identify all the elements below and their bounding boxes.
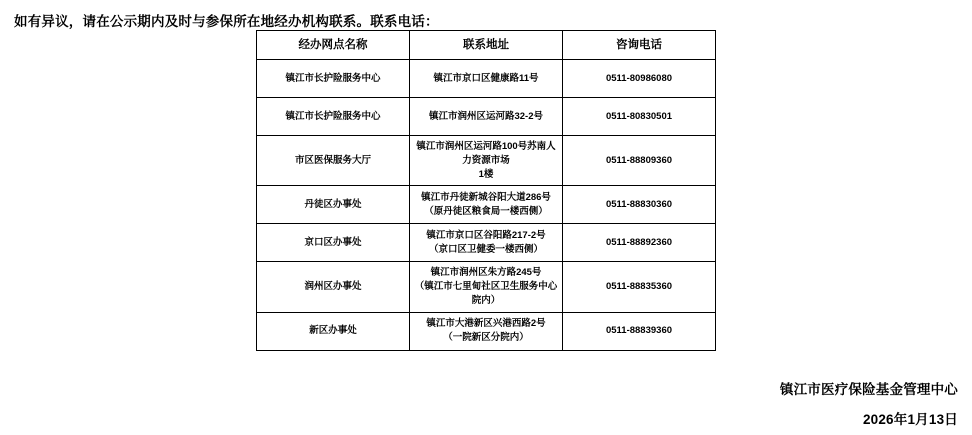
cell-phone: 0511-80830501	[563, 98, 716, 136]
table-body	[257, 60, 716, 351]
cell-branch-name: 镇江市长护险服务中心	[257, 60, 410, 98]
cell-branch-name: 润州区办事处	[257, 262, 410, 312]
table-row	[257, 98, 716, 136]
cell-phone: 0511-88839360	[563, 312, 716, 350]
table-row	[257, 312, 716, 350]
issue-date: 2026年1月13日	[862, 412, 958, 427]
address-lines	[412, 191, 560, 219]
contacts-table	[256, 30, 716, 351]
table-row	[257, 60, 716, 98]
address-lines	[412, 140, 560, 181]
cell-branch-name: 京口区办事处	[257, 224, 410, 262]
address-lines	[412, 317, 560, 345]
cell-phone: 0511-88835360	[563, 262, 716, 312]
cell-phone: 0511-88809360	[563, 136, 716, 186]
cell-address	[410, 60, 563, 98]
column-header-address: 联系地址	[410, 31, 563, 60]
address-line-1: 镇江市润州区运河路32-2号	[428, 110, 543, 122]
address-lines	[412, 266, 560, 307]
address-lines	[412, 72, 560, 86]
table-header	[257, 31, 716, 60]
cell-address	[410, 98, 563, 136]
cell-address	[410, 186, 563, 224]
cell-branch-name: 镇江市长护险服务中心	[257, 98, 410, 136]
cell-branch-name: 新区办事处	[257, 312, 410, 350]
table-row	[257, 224, 716, 262]
address-lines	[412, 229, 560, 257]
notice-paragraph: 如有异议，请在公示期内及时与参保所在地经办机构联系。联系电话：	[14, 14, 439, 29]
cell-phone: 0511-88892360	[563, 224, 716, 262]
cell-branch-name: 丹徒区办事处	[257, 186, 410, 224]
address-line-1: 镇江市京口区谷阳路217-2号	[426, 230, 546, 242]
address-line-1: 镇江市润州区运河路100号苏南人力资源市场	[416, 141, 556, 166]
address-line-1: 镇江市大港新区兴港西路2号	[426, 318, 546, 330]
table-row	[257, 136, 716, 186]
column-header-phone: 咨询电话	[563, 31, 716, 60]
address-lines	[412, 110, 560, 124]
cell-phone: 0511-80986080	[563, 60, 716, 98]
table-row	[257, 262, 716, 312]
table-header-row	[257, 31, 716, 60]
cell-phone: 0511-88830360	[563, 186, 716, 224]
contacts-table-container	[256, 30, 716, 351]
address-line-1: 镇江市润州区朱方路245号	[430, 267, 542, 279]
address-line-2: （镇江市七里甸社区卫生服务中心院内）	[414, 281, 558, 306]
cell-address	[410, 224, 563, 262]
address-line-2: （一院新区分院内）	[443, 332, 529, 344]
address-line-1: 镇江市京口区健康路11号	[433, 72, 539, 84]
address-line-2: （原丹徒区粮食局一楼西侧）	[424, 205, 548, 217]
column-header-name: 经办网点名称	[257, 31, 410, 60]
cell-branch-name: 市区医保服务大厅	[257, 136, 410, 186]
issuing-organization: 镇江市医疗保险基金管理中心	[779, 382, 958, 397]
cell-address	[410, 136, 563, 186]
cell-address	[410, 312, 563, 350]
cell-address	[410, 262, 563, 312]
address-line-2: 1楼	[478, 168, 494, 180]
address-line-2: （京口区卫健委一楼西侧）	[428, 243, 543, 255]
address-line-1: 镇江市丹徒新城谷阳大道286号	[421, 192, 551, 204]
table-row	[257, 186, 716, 224]
